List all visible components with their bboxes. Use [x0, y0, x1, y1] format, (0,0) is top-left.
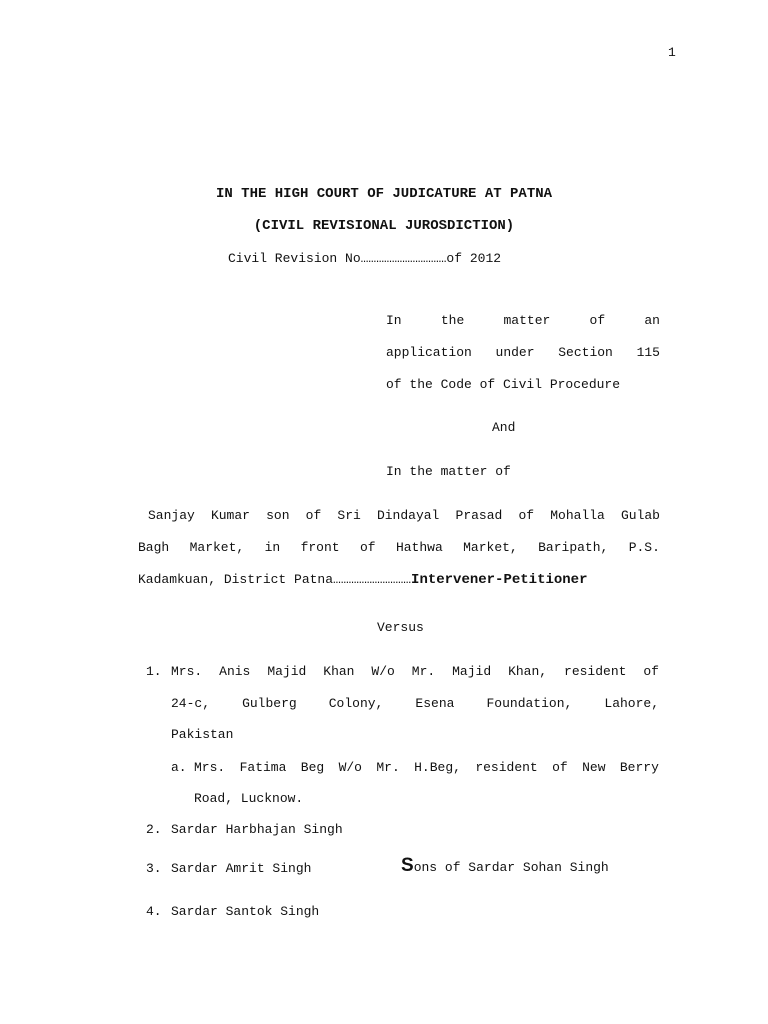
word: Anis: [219, 664, 251, 679]
word: Kumar: [210, 508, 250, 523]
word: of: [643, 664, 659, 679]
word: Mohalla: [550, 508, 605, 523]
respondent-4-number: 4.: [146, 904, 162, 919]
word: Majid: [452, 664, 492, 679]
word: Section: [558, 345, 613, 360]
word: Foundation,: [486, 696, 573, 711]
word: Majid: [267, 664, 307, 679]
word: Mrs.: [171, 664, 203, 679]
word: W/o: [338, 760, 362, 775]
word: an: [644, 313, 660, 328]
word: application: [386, 345, 472, 360]
word: under: [495, 345, 535, 360]
word: Market,: [189, 540, 245, 555]
word: H.Beg,: [414, 760, 461, 775]
word: Fatima: [239, 760, 287, 775]
word: Colony,: [328, 696, 384, 711]
jurisdiction-title: (CIVIL REVISIONAL JUROSDICTION): [253, 218, 515, 234]
word: Prasad: [455, 508, 503, 523]
word: P.S.: [628, 540, 660, 555]
word: Khan: [323, 664, 355, 679]
respondent-1-number: 1.: [146, 664, 162, 679]
respondent-1a-label: a.: [171, 760, 187, 775]
word: Lahore,: [604, 696, 659, 711]
sons-of-note: [401, 855, 609, 877]
word: Hathwa: [395, 540, 443, 555]
word: of: [518, 508, 535, 523]
matter-line-4: In the matter of: [386, 464, 511, 479]
petitioner-line-3: [138, 572, 587, 588]
word: Berry: [619, 760, 659, 775]
word: Beg: [300, 760, 325, 775]
word: Gulab: [620, 508, 660, 523]
court-title: IN THE HIGH COURT OF JUDICATURE AT PATNA: [215, 186, 553, 202]
respondent-1-line-2: [171, 696, 659, 711]
word: of: [359, 540, 376, 555]
respondent-4: Sardar Santok Singh: [171, 904, 320, 919]
word: Sri: [337, 508, 361, 523]
word: Gulberg: [242, 696, 297, 711]
matter-line-2: [386, 345, 660, 360]
word: resident: [475, 760, 538, 775]
sons-text: ons of Sardar Sohan Singh: [413, 860, 609, 875]
petitioner-role: Intervener-Petitioner: [411, 572, 588, 588]
word: Mrs.: [194, 760, 226, 775]
word: of: [305, 508, 322, 523]
respondent-3-number: 3.: [146, 861, 162, 876]
and-connector: And: [492, 420, 516, 435]
word: Khan,: [508, 664, 548, 679]
respondent-1-line-3: Pakistan: [171, 727, 234, 742]
word: In: [386, 313, 402, 328]
respondent-1-line-1: [171, 664, 659, 679]
word: New: [582, 760, 606, 775]
word: in: [264, 540, 281, 555]
petitioner-line-2: [138, 540, 660, 555]
respondent-3: Sardar Amrit Singh: [171, 861, 312, 876]
matter-line-1: [386, 313, 660, 328]
word: son: [266, 508, 290, 523]
word: Dindayal: [376, 508, 440, 523]
word: matter: [503, 313, 551, 328]
respondent-1a-line-1: [194, 760, 659, 775]
word: Esena: [415, 696, 455, 711]
word: W/o: [371, 664, 395, 679]
word: 24-c,: [171, 696, 211, 711]
matter-line-3: of the Code of Civil Procedure: [386, 377, 621, 392]
respondent-1a-line-2: Road, Lucknow.: [194, 791, 304, 806]
respondent-2-number: 2.: [146, 822, 162, 837]
word: Mr.: [411, 664, 436, 679]
page-number: 1: [668, 45, 676, 60]
versus-label: Versus: [377, 620, 424, 635]
case-number: Civil Revision No……………………………of 2012: [228, 251, 502, 266]
sons-initial: S: [401, 855, 414, 876]
word: of: [589, 313, 606, 328]
word: front: [300, 540, 340, 555]
word: 115: [636, 345, 660, 360]
word: the: [440, 313, 465, 328]
word: Sanjay: [148, 508, 195, 523]
word: Market,: [463, 540, 518, 555]
word: Baripath,: [538, 540, 609, 555]
respondent-2: Sardar Harbhajan Singh: [171, 822, 343, 837]
petitioner-address-end: Kadamkuan, District Patna…………………………: [138, 572, 412, 587]
petitioner-line-1: [138, 508, 660, 523]
word: Mr.: [376, 760, 400, 775]
word: Bagh: [138, 540, 170, 555]
word: of: [552, 760, 568, 775]
word: resident: [564, 664, 627, 679]
